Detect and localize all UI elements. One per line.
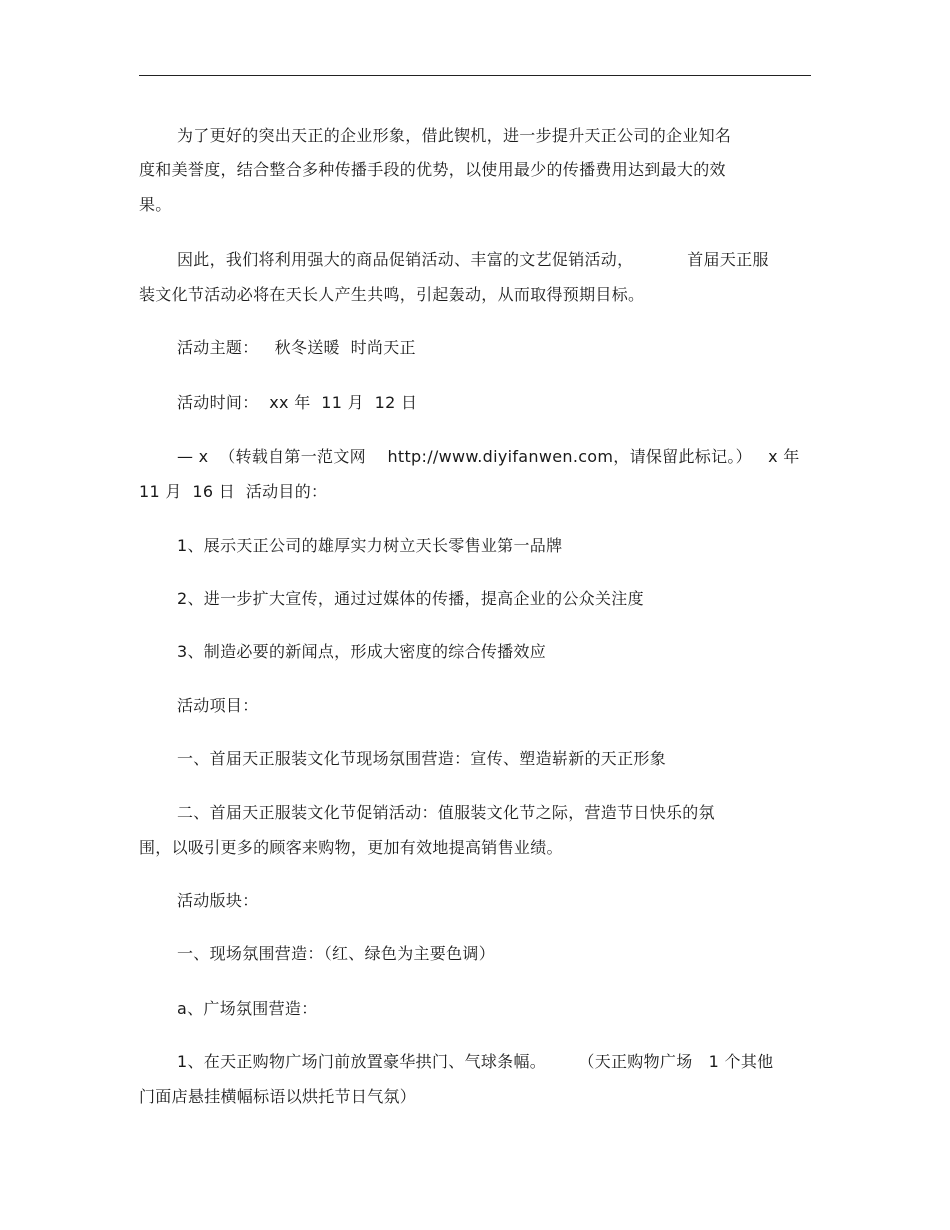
list-item: 一、现场氛围营造：（红、绿色为主要色调） bbox=[177, 944, 496, 963]
paragraph-line: 度和美誉度，结合整合多种传播手段的优势，以使用最少的传播费用达到最大的效 bbox=[139, 160, 726, 179]
list-item: 一、首届天正服装文化节现场氛围营造：宣传、塑造崭新的天正形象 bbox=[177, 749, 667, 768]
time-line: 活动时间： xx 年 11 月 12 日 bbox=[177, 393, 418, 412]
section-heading: 活动版块： bbox=[177, 891, 259, 910]
list-item: a、广场氛围营造： bbox=[177, 999, 318, 1018]
paragraph-line: 11 月 16 日 活动目的： bbox=[139, 482, 328, 501]
list-item: 2、进一步扩大宣传，通过过媒体的传播，提高企业的公众关注度 bbox=[177, 589, 644, 608]
header-rule bbox=[139, 75, 811, 76]
section-heading: 活动项目： bbox=[177, 696, 259, 715]
paragraph-line: — x （转载自第一范文网 http://www.diyifanwen.com，请保留此标记。） x 年 bbox=[177, 447, 800, 466]
list-item: 1、展示天正公司的雄厚实力树立天长零售业第一品牌 bbox=[177, 536, 563, 555]
list-item: 二、首届天正服装文化节促销活动：值服装文化节之际，营造节日快乐的氛 bbox=[177, 803, 715, 822]
paragraph-line: 装文化节活动必将在天长人产生共鸣，引起轰动，从而取得预期目标。 bbox=[139, 285, 645, 304]
paragraph-line: 为了更好的突出天正的企业形象，借此锲机，进一步提升天正公司的企业知名 bbox=[177, 126, 732, 145]
paragraph-line: 围，以吸引更多的顾客来购物，更加有效地提高销售业绩。 bbox=[139, 838, 563, 857]
list-item: 3、制造必要的新闻点，形成大密度的综合传播效应 bbox=[177, 642, 547, 661]
paragraph-line: 门面店悬挂横幅标语以烘托节日气氛） bbox=[139, 1087, 417, 1106]
list-item: 1、在天正购物广场门前放置豪华拱门、气球条幅。 （天正购物广场 1 个其他 bbox=[177, 1052, 774, 1071]
theme-line: 活动主题： 秋冬送暖 时尚天正 bbox=[177, 338, 416, 357]
paragraph-line: 果。 bbox=[139, 195, 172, 214]
paragraph-line: 因此，我们将利用强大的商品促销活动、丰富的文艺促销活动， 首届天正服 bbox=[177, 250, 769, 269]
